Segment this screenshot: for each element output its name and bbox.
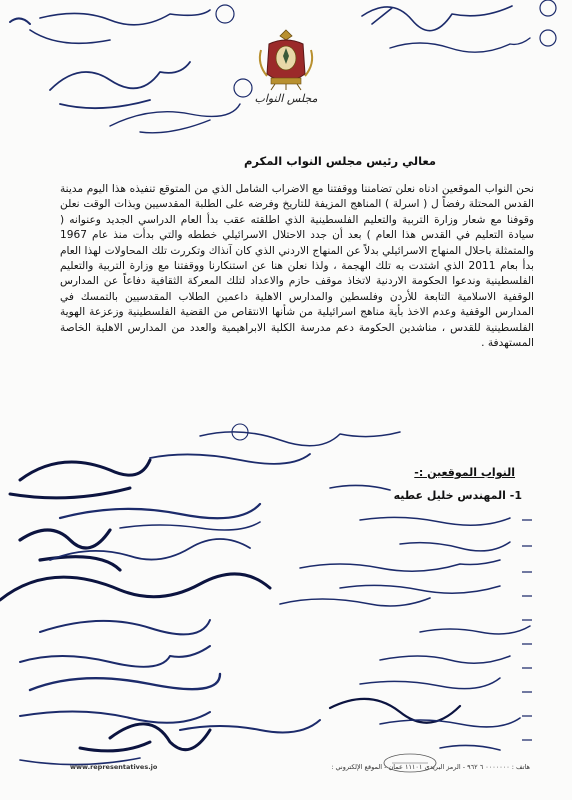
signature-left-8 xyxy=(40,620,210,634)
signature-right-1 xyxy=(330,485,390,490)
signature-left-2 xyxy=(150,454,310,464)
institution-name: مجلس النواب xyxy=(254,92,318,105)
signature-left-9 xyxy=(20,646,210,667)
signature-top-right-2 xyxy=(390,38,530,52)
signature-left-4 xyxy=(20,530,120,570)
signature-left-13 xyxy=(180,720,320,732)
signature-right-6 xyxy=(280,598,430,606)
footer-website: www.representatives.jo xyxy=(70,763,158,771)
signature-right-10 xyxy=(330,699,460,723)
signature-left-1 xyxy=(10,460,150,498)
signature-right-9 xyxy=(360,678,500,689)
signature-top-left-2 xyxy=(50,62,190,108)
petition-body: نحن النواب الموقعين ادناه نعلن تضامننا ووقفتنا مع الاضراب الشامل الذي من المتوقع تنفيذه هذا اليوم مدينة القدس المحتلة رفضاً ل ( اسرلة ) المناهج المزيفة للتاريخ وفرضه على الطلبة المقدسيين وبذات الوقت نعلن وقوفنا مع شعار وزارة التربية والتعليم الفلسطينية الذي اطلقته عقب بدأ العام الدراسي الجديد وعنوانه ( سيادة التعليم في القدس هذا العام ) بعد أن جدد الاحتلال الاسرائيلي خططه والتي بدأت منذ عام 1967 والمتمثلة باحلال المنهاج الاسرائيلي بدلاً عن المنهاج الاردني الذي كان آنذاك وتكررت تلك المحاولات لهذا العام بدأ بعام 2011 الذي اشتدت به تلك الهجمة ، ولذا نعلن هنا عن استنكارنا ووقفتنا مع وزارة التربية والتعليم الفلسطينية وندعوا الحكومة الاردنية لاتخاذ موقف حازم والاعداد لتلك المعركة الثقافية دفاعاً عن المدارس الوقفية الاسلامية التابعة للأردن وفلسطين والمدارس الاهلية داعمين الطلاب المقدسيين بالتمسك في المدارس الوقفية وعدم الاخذ بأية مناهج اسرائيلية من شأنها الانتقاص من القضية الفلسطينية وزعزعة الهوية الفلسطينية للقدس ، مناشدين الحكومة دعم مدرسة الكلية الابراهيمية والعدد من المدارس الاهلية الخاصة المستهدفة . xyxy=(60,183,534,350)
signature-right-3 xyxy=(400,542,510,551)
first-signer-name: 1- المهندس خليل عطيه xyxy=(393,489,522,502)
signature-row-1 xyxy=(200,432,400,446)
signature-top-left-1 xyxy=(30,10,210,43)
signature-left-3 xyxy=(60,504,260,518)
signature-top-left-3 xyxy=(110,104,240,133)
page-footer xyxy=(70,763,530,775)
signature-left-7 xyxy=(0,574,270,600)
signature-left-5 xyxy=(120,522,260,530)
signature-top-right-1 xyxy=(362,6,512,31)
signature-right-11 xyxy=(380,718,520,727)
signature-right-2 xyxy=(360,517,510,525)
signature-left-11 xyxy=(20,711,210,722)
signature-right-8 xyxy=(380,656,510,663)
footer-address: هاتف : ٠٠٠٠٠٠٠ ٦ ٩٦٢ - الرمز البريدي ١١١٠١ عمان - الموقع الإلكتروني : xyxy=(331,763,530,771)
letter-heading: معالي رئيس مجلس النواب المكرم xyxy=(243,154,436,168)
signature-right-4 xyxy=(300,560,500,571)
signature-number-circle xyxy=(216,5,234,23)
stamp-icon xyxy=(380,752,440,774)
signature-right-5 xyxy=(340,585,500,593)
signature-right-7 xyxy=(420,626,530,634)
signature-left-10 xyxy=(30,674,220,690)
signers-heading: النواب الموقعين :- xyxy=(414,466,515,479)
signature-right-12 xyxy=(440,745,500,750)
